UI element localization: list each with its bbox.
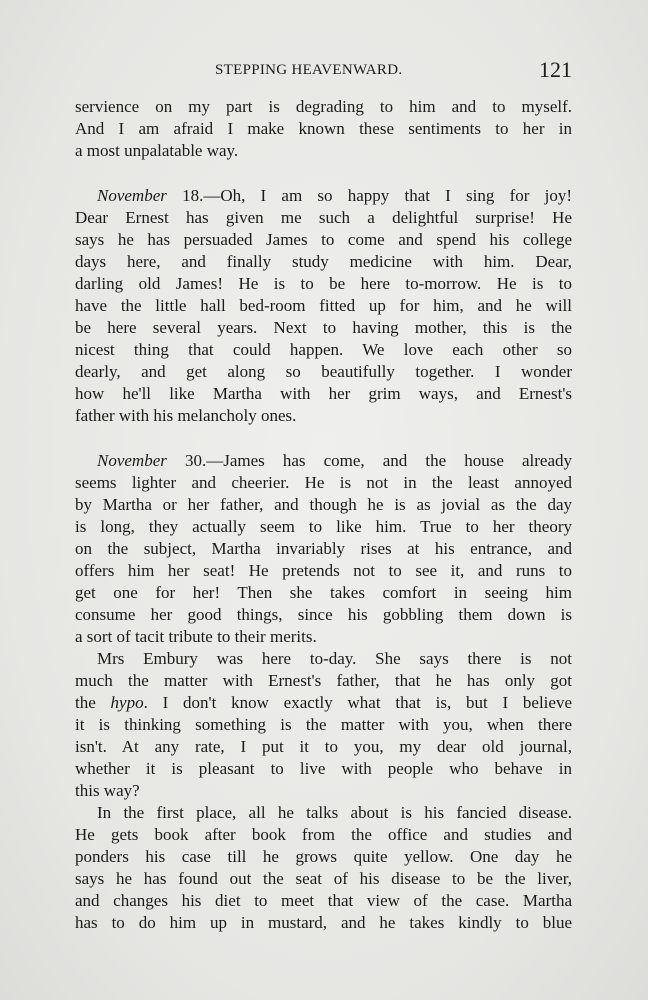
line-text: seems lighter and cheerier. He is not in the least annoyed	[75, 473, 572, 492]
running-header	[75, 57, 572, 84]
text-line	[75, 714, 572, 736]
line-text: dearly, and get along so beautifully together. I wonder	[75, 362, 572, 381]
line-text: by Martha or her father, and though he is as jovial as the day	[75, 495, 572, 514]
text-line	[75, 802, 572, 824]
text-line	[75, 185, 572, 207]
line-text: And I am afraid I make known these sentiments to her in	[75, 119, 572, 138]
line-text: days here, and finally study medicine with him. Dear,	[75, 252, 572, 271]
text-line	[75, 405, 572, 427]
line-text: has to do him up in mustard, and he takes kindly to blue	[75, 913, 572, 932]
line-text: a sort of tacit tribute to their merits.	[75, 627, 317, 646]
line-text: says he has persuaded James to come and spend his college	[75, 230, 572, 249]
line-text: offers him her seat! He pretends not to see it, and runs to	[75, 561, 572, 580]
text-line	[75, 560, 572, 582]
line-text: is long, they actually seem to like him. True to her theory	[75, 517, 572, 536]
line-text: isn't. At any rate, I put it to you, my dear old journal,	[75, 737, 572, 756]
line-text: In the first place, all he talks about is his fancied disease.	[97, 803, 572, 822]
text-line	[75, 251, 572, 273]
text-line	[75, 736, 572, 758]
running-title: STEPPING HEAVENWARD.	[215, 62, 403, 78]
text-line	[75, 890, 572, 912]
text-line	[75, 472, 572, 494]
text-line	[75, 450, 572, 472]
text-line	[75, 118, 572, 140]
line-text: consume her good things, since his gobbling them down is	[75, 605, 572, 624]
line-text: how he'll like Martha with her grim ways, and Ernest's	[75, 384, 572, 403]
text-line	[75, 758, 572, 780]
line-text: 30.—James has come, and the house already	[166, 451, 572, 470]
line-text: on the subject, Martha invariably rises at his entrance, and	[75, 539, 572, 558]
italic-text: hypo	[110, 693, 144, 712]
line-text: whether it is pleasant to live with people who behave in	[75, 759, 572, 778]
text-line	[75, 912, 572, 934]
text-line	[75, 339, 572, 361]
line-text: ponders his case till he grows quite yellow. One day he	[75, 847, 572, 866]
text-line	[75, 868, 572, 890]
line-text: servience on my part is degrading to him and to myself.	[75, 97, 572, 116]
text-line	[75, 692, 572, 714]
text-line	[75, 582, 572, 604]
line-text: be here several years. Next to having mother, this is the	[75, 318, 572, 337]
text-line	[75, 780, 572, 802]
text-line	[75, 361, 572, 383]
text-line	[75, 824, 572, 846]
line-text: this way?	[75, 781, 140, 800]
italic-text: November	[97, 451, 167, 470]
text-line	[75, 604, 572, 626]
line-text: it is thinking something is the matter with you, when there	[75, 715, 572, 734]
text-line	[75, 317, 572, 339]
text-line	[75, 670, 572, 692]
text-line	[75, 229, 572, 251]
text-line	[75, 273, 572, 295]
line-text: the	[75, 693, 111, 712]
line-text: father with his melancholy ones.	[75, 406, 297, 425]
line-text: Mrs Embury was here to-day. She says there is not	[97, 649, 572, 668]
line-text: Dear Ernest has given me such a delightful surprise! He	[75, 208, 572, 227]
line-text: get one for her! Then she takes comfort in seeing him	[75, 583, 572, 602]
line-text: 18.—Oh, I am so happy that I sing for joy!	[166, 186, 572, 205]
text-line	[75, 96, 572, 118]
text-line	[75, 207, 572, 229]
line-text: says he has found out the seat of his disease to be the liver,	[75, 869, 572, 888]
italic-text: November	[97, 186, 167, 205]
text-line	[75, 494, 572, 516]
body-text	[75, 96, 572, 934]
line-text: darling old James! He is to be here to-morrow. He is to	[75, 274, 572, 293]
text-line	[75, 846, 572, 868]
text-line	[75, 295, 572, 317]
line-text: much the matter with Ernest's father, that he has only got	[75, 671, 572, 690]
page-number: 121	[539, 57, 572, 82]
line-text: and changes his diet to meet that view of the case. Martha	[75, 891, 572, 910]
text-line	[75, 648, 572, 670]
text-line	[75, 516, 572, 538]
line-text: have the little hall bed-room fitted up for him, and he will	[75, 296, 572, 315]
line-text: a most unpalatable way.	[75, 141, 239, 160]
text-line	[75, 383, 572, 405]
text-line	[75, 538, 572, 560]
line-text: nicest thing that could happen. We love each other so	[75, 340, 572, 359]
text-line	[75, 140, 572, 162]
line-text: He gets book after book from the office and studies and	[75, 825, 572, 844]
line-text: . I don't know exactly what that is, but I believe	[143, 693, 572, 712]
text-line	[75, 626, 572, 648]
